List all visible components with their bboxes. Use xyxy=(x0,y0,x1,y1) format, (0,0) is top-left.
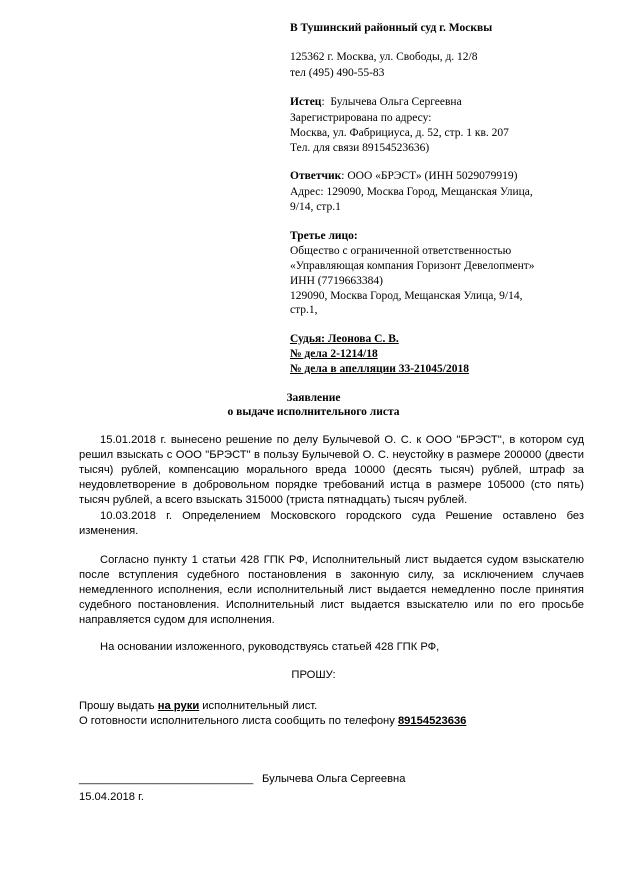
paragraph-law xyxy=(79,553,584,628)
paragraph-appeal xyxy=(79,509,584,539)
defendant-address-line2: 9/14, стр.1 xyxy=(290,201,341,213)
document-subtitle: о выдаче исполнительного листа xyxy=(227,406,400,418)
paragraph-appeal-text: 10.03.2018 г. Определением Московского городского суда Решение оставлено без изменения. xyxy=(79,510,584,537)
plaintiff-registered: Зарегистрирована по адресу: xyxy=(290,112,432,124)
request-line1-suffix: исполнительный лист. xyxy=(199,700,318,712)
third-party-line3: ИНН (7719663384) xyxy=(290,275,383,287)
signature-line: ____________________________ xyxy=(79,773,254,785)
third-party-line1: Общество с ограниченной ответственностью xyxy=(290,245,512,257)
plaintiff-name: Булычева Ольга Сергеевна xyxy=(330,96,462,108)
document-title: Заявление xyxy=(286,392,341,404)
plaintiff-label: Истец xyxy=(290,96,322,108)
court-title: В Тушинский районный суд г. Москвы xyxy=(290,22,493,34)
appeal-case-number: № дела в апелляции 33-21045/2018 xyxy=(290,363,469,375)
signature-date: 15.04.2018 г. xyxy=(79,791,144,803)
paragraph-law-text: Согласно пункту 1 статьи 428 ГПК РФ, Исполнительный лист выдается судом взыскателю после вступления судебного постановления в законную силу, за исключением случаев немедленного исполнения, если исполнительный лист выдается немедленно после принятия судебного постановления. Исполнительный лист выдается взыскателю или по его просьбе направляется судом для исполнения. xyxy=(79,554,584,626)
defendant-address-line1: Адрес: 129090, Москва Город, Мещанская Улица, xyxy=(290,186,533,198)
defendant-name: ООО «БРЭСТ» (ИНН 5029079919) xyxy=(347,170,518,182)
request-in-hand: на руки xyxy=(157,700,200,712)
contact-phone: 89154523636 xyxy=(397,715,467,727)
request-line1 xyxy=(79,699,317,714)
third-party-label: Третье лицо: xyxy=(290,230,358,242)
judge-name: Судья: Леонова С. В. xyxy=(290,333,399,345)
defendant-header: Ответчик: ООО «БРЭСТ» (ИНН 5029079919) xyxy=(290,170,518,182)
third-party-line2: «Управляющая компания Горизонт Девелопмент» xyxy=(290,260,535,272)
signature-name: Булычева Ольга Сергеевна xyxy=(262,773,406,785)
paragraph-decision xyxy=(79,433,584,508)
plaintiff-header: Истец: Булычева Ольга Сергеевна xyxy=(290,96,462,108)
court-phone: тел (495) 490-55-83 xyxy=(290,67,385,79)
third-party-line4: 129090, Москва Город, Мещанская Улица, 9/14, xyxy=(290,290,523,302)
plaintiff-phone: Тел. для связи 89154523636) xyxy=(290,142,430,154)
paragraph-basis xyxy=(79,640,584,655)
third-party-line5: стр.1, xyxy=(290,304,318,316)
defendant-label: Ответчик xyxy=(290,170,342,182)
request-label: ПРОШУ: xyxy=(291,669,336,681)
request-line2-text: О готовности исполнительного листа сообщить по телефону xyxy=(79,715,398,727)
plaintiff-address: Москва, ул. Фабрициуса, д. 52, стр. 1 кв. 207 xyxy=(290,127,509,139)
request-line1-prefix: Прошу выдать xyxy=(79,700,158,712)
court-address: 125362 г. Москва, ул. Свободы, д. 12/8 xyxy=(290,51,478,63)
request-line2 xyxy=(79,714,466,729)
case-number: № дела 2-1214/18 xyxy=(290,348,378,360)
paragraph-decision-text: 15.01.2018 г. вынесено решение по делу Булычевой О. С. к ООО "БРЭСТ", в котором суд решил взыскать с ООО "БРЭСТ" в пользу Булычевой О. С. неустойку в размере 200000 (двести тысяч) рублей, компенсацию морального вреда 10000 (десять тысяч) рублей, штраф за неудовлетворение в добровольном порядке требований истца в размере 105000 (сто пять) тысяч рублей, а всего взыскать 315000 (триста пятнадцать) тысяч рублей. xyxy=(79,434,584,506)
paragraph-basis-text: На основании изложенного, руководствуясь статьей 428 ГПК РФ, xyxy=(100,641,440,653)
